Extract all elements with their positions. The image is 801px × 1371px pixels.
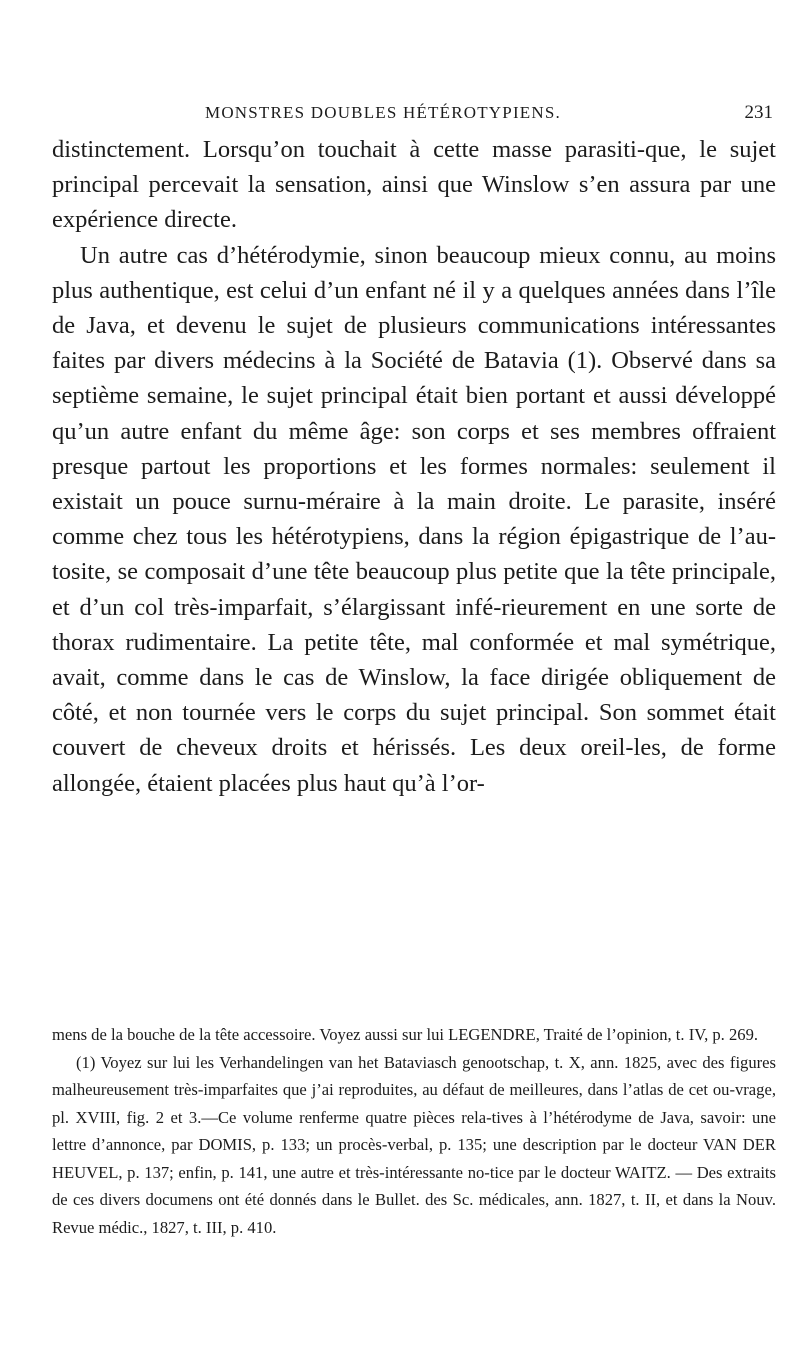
footnote-1: (1) Voyez sur lui les Verhandelingen van het Bataviasch genootschap, t. X, ann. 1825, avec des figures malheureusement très-imparfaites que j’ai reproduites, au défaut de meilleures, dans l’atlas de cet ou-vrage, pl. XVIII, fig. 2 et 3.—Ce volume renferme quatre pièces rela-tives à l’hétérodyme de Java, savoir: une lettre d’annonce, par DOMIS, p. 133; un procès-verbal, p. 135; une description par le docteur VAN DER HEUVEL, p. 137; enfin, p. 141, une autre et très-intéressante no-tice par le docteur WAITZ. — Des extraits de ces divers documens ont été donnés dans le Bullet. des Sc. médicales, ann. 1827, t. II, et dans la Nouv. Revue médic., 1827, t. III, p. 410. [52,1052,776,1237]
page-number: 231 [744,102,773,123]
paragraph-java-case: Un autre cas d’hétérodymie, sinon beaucoup mieux connu, au moins plus authentique, est celui d’un enfant né il y a quelques années dans l’île de Java, et devenu le sujet de plusieurs communications intéressantes faites par divers médecins à la Société de Batavia (1). Observé dans sa septième semaine, le sujet principal était bien portant et aussi développé qu’un autre enfant du même âge: son corps et ses membres offraient presque partout les proportions et les formes normales: seulement il existait un pouce surnu-méraire à la main droite. Le parasite, inséré comme chez tous les hétérotypiens, dans la région épigastrique de l’au-tosite, se composait d’une tête beaucoup plus petite que la tête principale, et d’un col très-imparfait, s’élargissant infé-rieurement en une sorte de thorax rudimentaire. La petite tête, mal conformée et mal symétrique, avait, comme dans le cas de Winslow, la face dirigée obliquement de côté, et non tournée vers le corps du sujet principal. Son sommet était couvert de cheveux droits et hérissés. Les deux oreil-les, de forme allongée, étaient placées plus haut qu’à l’or- [52,241,776,797]
footnote-continuation: mens de la bouche de la tête accessoire. Voyez aussi sur lui LEGENDRE, Traité de l’opinion, t. IV, p. 269. [52,1025,759,1044]
running-head [0,100,801,126]
running-title: MONSTRES DOUBLES HÉTÉROTYPIENS. [205,103,561,122]
body-text [52,132,776,801]
paragraph-continuation: distinctement. Lorsqu’on touchait à cette masse parasiti-que, le sujet principal percevait la sensation, ainsi que Winslow s’en assura par une expérience directe. [52,136,776,234]
footnotes [52,1021,776,1241]
